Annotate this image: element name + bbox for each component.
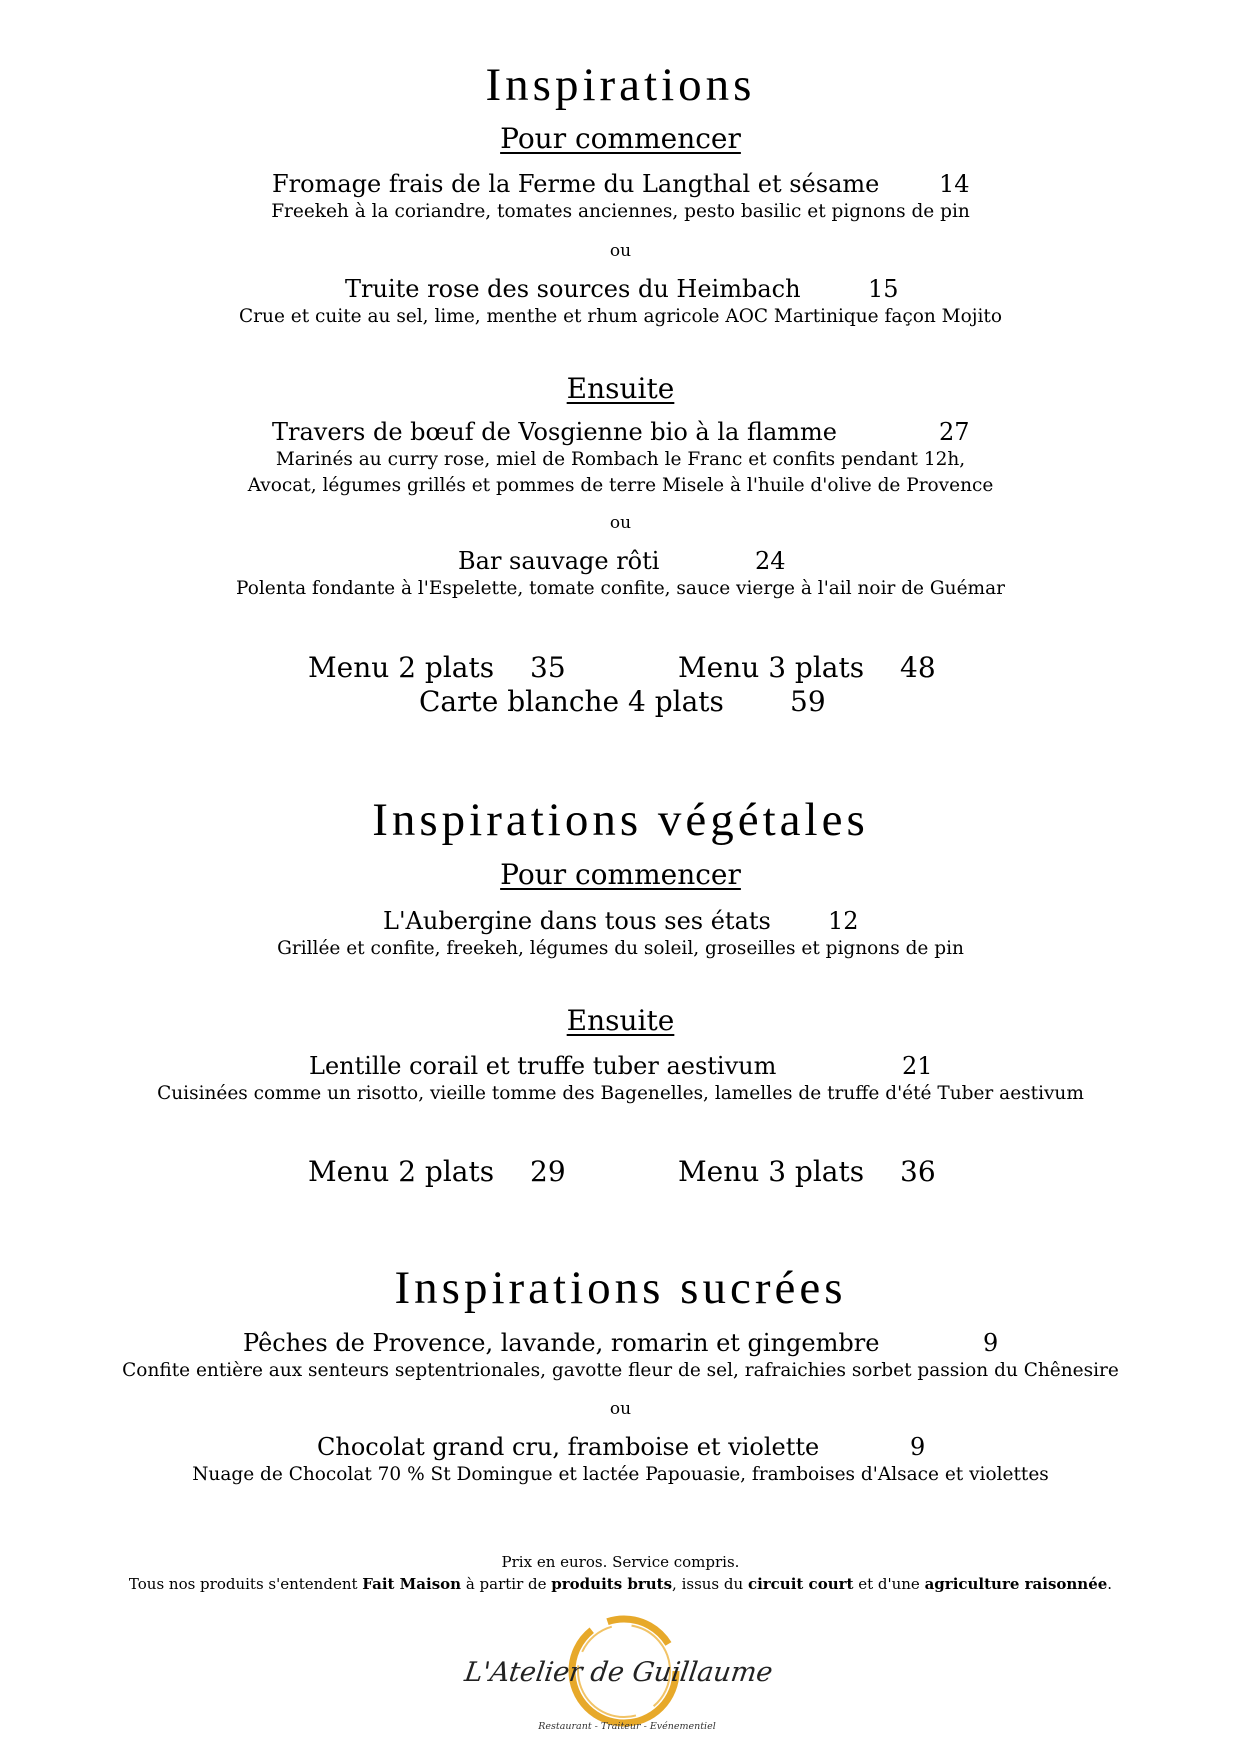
- footer-house-made-note: Tous nos produits s'entendent Fait Maison à partir de produits bruts, issus du circuit court et d'une agriculture raisonnée.: [128, 1575, 1113, 1593]
- dish-description: Nuage de Chocolat 70 % St Domingue et lactée Papouasie, framboises d'Alsace et violettes: [192, 1464, 1049, 1485]
- dish-description: Polenta fondante à l'Espelette, tomate confite, sauce vierge à l'ail noir de Guémar: [236, 578, 1005, 599]
- dish-price: 27: [939, 418, 970, 446]
- subheading-ensuite: Ensuite: [566, 372, 675, 405]
- section-title-inspirations: Inspirations: [485, 59, 756, 111]
- subheading-ensuite: Ensuite: [566, 1004, 675, 1037]
- dish-description-line1: Marinés au curry rose, miel de Rombach le Franc et confits pendant 12h,: [275, 449, 966, 470]
- dish-name: Bar sauvage rôti: [458, 547, 660, 575]
- menu-3-plats-label: Menu 3 plats: [678, 1155, 865, 1188]
- dish-name: Travers de bœuf de Vosgienne bio à la flamme: [272, 418, 838, 446]
- menu-3-plats-price: 36: [900, 1155, 936, 1188]
- menu-2-plats-price: 29: [530, 1155, 566, 1188]
- separator-ou: ou: [609, 1399, 632, 1419]
- separator-ou: ou: [609, 513, 632, 533]
- logo-tagline: Restaurant - Traiteur - Evénementiel: [538, 1721, 716, 1732]
- dish-name: Lentille corail et truffe tuber aestivum: [309, 1052, 777, 1080]
- dish-name: Chocolat grand cru, framboise et violette: [317, 1433, 820, 1461]
- restaurant-logo: [462, 1613, 775, 1747]
- dish-price: 24: [755, 547, 786, 575]
- dish-description: Cuisinées comme un risotto, vieille tomme des Bagenelles, lamelles de truffe d'été Tuber aestivum: [157, 1083, 1084, 1104]
- dish-description: Freekeh à la coriandre, tomates anciennes, pesto basilic et pignons de pin: [271, 201, 970, 222]
- dish-price: 9: [910, 1433, 926, 1461]
- footer-prices-note: Prix en euros. Service compris.: [501, 1553, 740, 1571]
- dish-description: Crue et cuite au sel, lime, menthe et rhum agricole AOC Martinique façon Mojito: [239, 306, 1002, 327]
- dish-name: Truite rose des sources du Heimbach: [345, 275, 801, 303]
- subheading-pour-commencer: Pour commencer: [500, 858, 741, 891]
- menu-3-plats-price: 48: [900, 651, 936, 684]
- dish-price: 9: [983, 1329, 999, 1357]
- menu-2-plats-price: 35: [530, 651, 566, 684]
- logo-wordmark: L'Atelier de Guillaume: [462, 1657, 775, 1688]
- menu-2-plats-label: Menu 2 plats: [308, 1155, 495, 1188]
- dish-price: 14: [939, 170, 970, 198]
- section-title-vegetales: Inspirations végétales: [372, 794, 869, 846]
- dish-description: Grillée et confite, freekeh, légumes du soleil, groseilles et pignons de pin: [277, 938, 964, 959]
- dish-price: 15: [868, 275, 899, 303]
- dish-price: 12: [828, 907, 859, 935]
- separator-ou: ou: [609, 241, 632, 261]
- section-title-sucrees: Inspirations sucrées: [394, 1262, 847, 1314]
- menu-3-plats-label: Menu 3 plats: [678, 651, 865, 684]
- carte-blanche-label: Carte blanche 4 plats: [419, 685, 724, 718]
- dish-description: Confite entière aux senteurs septentrionales, gavotte fleur de sel, rafraichies sorbet passion du Chênesire: [122, 1360, 1119, 1381]
- carte-blanche-price: 59: [790, 685, 826, 718]
- dish-name: Fromage frais de la Ferme du Langthal et sésame: [272, 170, 880, 198]
- dish-price: 21: [902, 1052, 933, 1080]
- dish-name: Pêches de Provence, lavande, romarin et gingembre: [243, 1329, 880, 1357]
- subheading-pour-commencer: Pour commencer: [500, 122, 741, 155]
- dish-description-line2: Avocat, légumes grillés et pommes de terre Misele à l'huile d'olive de Provence: [247, 475, 994, 496]
- menu-2-plats-label: Menu 2 plats: [308, 651, 495, 684]
- dish-name: L'Aubergine dans tous ses états: [383, 907, 771, 935]
